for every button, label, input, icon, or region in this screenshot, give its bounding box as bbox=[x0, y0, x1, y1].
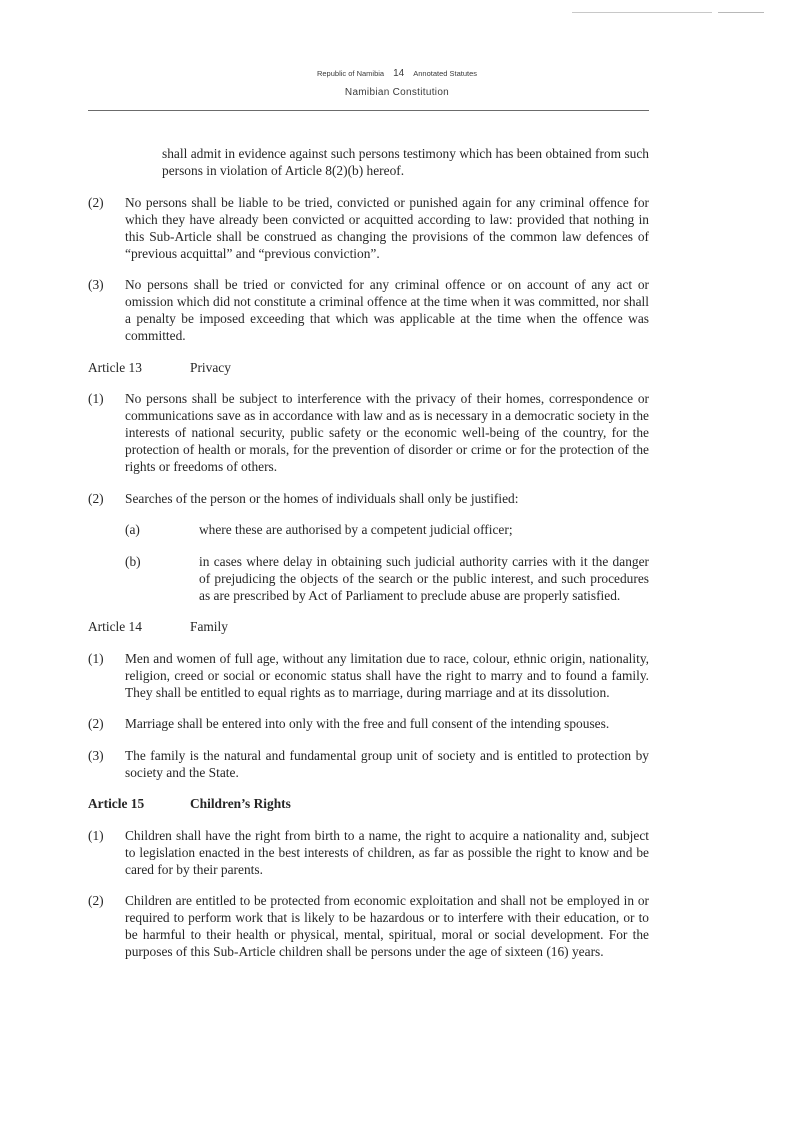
header-publisher: Republic of Namibia bbox=[316, 69, 385, 78]
continued-paragraph: shall admit in evidence against such persons testimony which has been obtained from such persons in violation of Article 8(2)(b) hereof. bbox=[162, 146, 649, 178]
article-15-para-1 bbox=[88, 827, 649, 878]
header-divider bbox=[88, 110, 649, 111]
article-13-heading bbox=[88, 359, 649, 376]
subpara-letter: (b) bbox=[125, 553, 141, 569]
article-number: Article 13 bbox=[88, 359, 142, 375]
scan-artifact-line bbox=[572, 12, 712, 13]
scan-artifact-line bbox=[718, 12, 764, 13]
subpara-text: where these are authorised by a competent judicial officer; bbox=[199, 522, 513, 537]
article-title: Family bbox=[190, 619, 228, 634]
article-13-subpara-b bbox=[125, 553, 649, 604]
para-number: (2) bbox=[88, 716, 104, 731]
article-13-subpara-a bbox=[125, 521, 649, 538]
article-12-para-3 bbox=[88, 276, 649, 344]
header-series: Annotated Statutes bbox=[413, 69, 478, 78]
subpara-text: in cases where delay in obtaining such judicial authority carries with it the danger of prejudicing the objects of the search or the public interest, and such procedures as are prescribed by Act of Parliament to preclude abuse are properly satisfied. bbox=[199, 553, 649, 603]
para-number: (3) bbox=[88, 747, 104, 763]
article-title: Children’s Rights bbox=[190, 796, 291, 811]
article-15-para-2 bbox=[88, 892, 649, 960]
para-number: (2) bbox=[88, 893, 104, 908]
article-13-para-2 bbox=[88, 490, 649, 507]
para-text: Children are entitled to be protected from economic exploitation and shall not be employed in or required to perform work that is likely to be hazardous or to interfere with their education, or to be harmful to their health or physical, mental, spiritual, moral or social development. For the purposes of this Sub-Article children shall be persons under the age of sixteen (16) years. bbox=[125, 893, 649, 959]
article-14-para-3 bbox=[88, 747, 649, 781]
header-line bbox=[0, 68, 794, 80]
para-text: Marriage shall be entered into only with the free and full consent of the intending spouses. bbox=[125, 716, 610, 731]
article-12-para-2 bbox=[88, 194, 649, 262]
para-text: Children shall have the right from birth to a name, the right to acquire a nationality and, subject to legislation enacted in the best interests of children, as far as possible the right to know and be cared for by their parents. bbox=[125, 827, 649, 877]
article-number: Article 14 bbox=[88, 619, 142, 634]
para-text: The family is the natural and fundamental group unit of society and is entitled to protection by society and the State. bbox=[125, 747, 649, 780]
subpara-letter: (a) bbox=[125, 522, 140, 537]
article-title: Privacy bbox=[190, 359, 231, 375]
article-15-heading bbox=[88, 795, 649, 812]
document-body bbox=[88, 145, 649, 975]
para-number: (1) bbox=[88, 650, 104, 666]
page-number: 14 bbox=[393, 68, 405, 79]
para-number: (3) bbox=[88, 277, 104, 292]
para-number: (1) bbox=[88, 827, 104, 843]
para-text: No persons shall be liable to be tried, convicted or punished again for any criminal offence for which they have already been convicted or acquitted according to law: provided that nothing in this Sub-Article shall be construed as changing the provisions of the common law defences of “previous acquittal” and “previous conviction”. bbox=[125, 194, 649, 261]
article-13-para-1 bbox=[88, 390, 649, 475]
page-header bbox=[0, 68, 794, 100]
para-text: No persons shall be subject to interference with the privacy of their homes, correspondence or communications save as in accordance with law and as is necessary in a democratic society in the interests of national security, public safety or the economic well-being of the country, for the protection of health or morals, for the prevention of disorder or crime or for the protection of the rights or freedoms of others. bbox=[125, 391, 649, 474]
article-number: Article 15 bbox=[88, 796, 145, 811]
para-text: Searches of the person or the homes of individuals shall only be justified: bbox=[125, 490, 519, 506]
para-text: No persons shall be tried or convicted for any criminal offence or on account of any act or omission which did not constitute a criminal offence at the time when it was committed, nor shall a penalty be imposed exceeding that which was applicable at the time when the offence was committed. bbox=[125, 277, 649, 343]
article-14-heading bbox=[88, 618, 649, 635]
para-text: Men and women of full age, without any limitation due to race, colour, ethnic origin, nationality, religion, creed or social or economic status shall have the right to marry and to found a family. They shall be entitled to equal rights as to marriage, during marriage and at its dissolution. bbox=[125, 650, 649, 700]
article-14-para-2 bbox=[88, 715, 649, 732]
para-number: (1) bbox=[88, 391, 104, 406]
header-subtitle: Namibian Constitution bbox=[344, 87, 450, 98]
article-14-para-1 bbox=[88, 650, 649, 701]
para-number: (2) bbox=[88, 490, 104, 506]
para-number: (2) bbox=[88, 194, 104, 210]
